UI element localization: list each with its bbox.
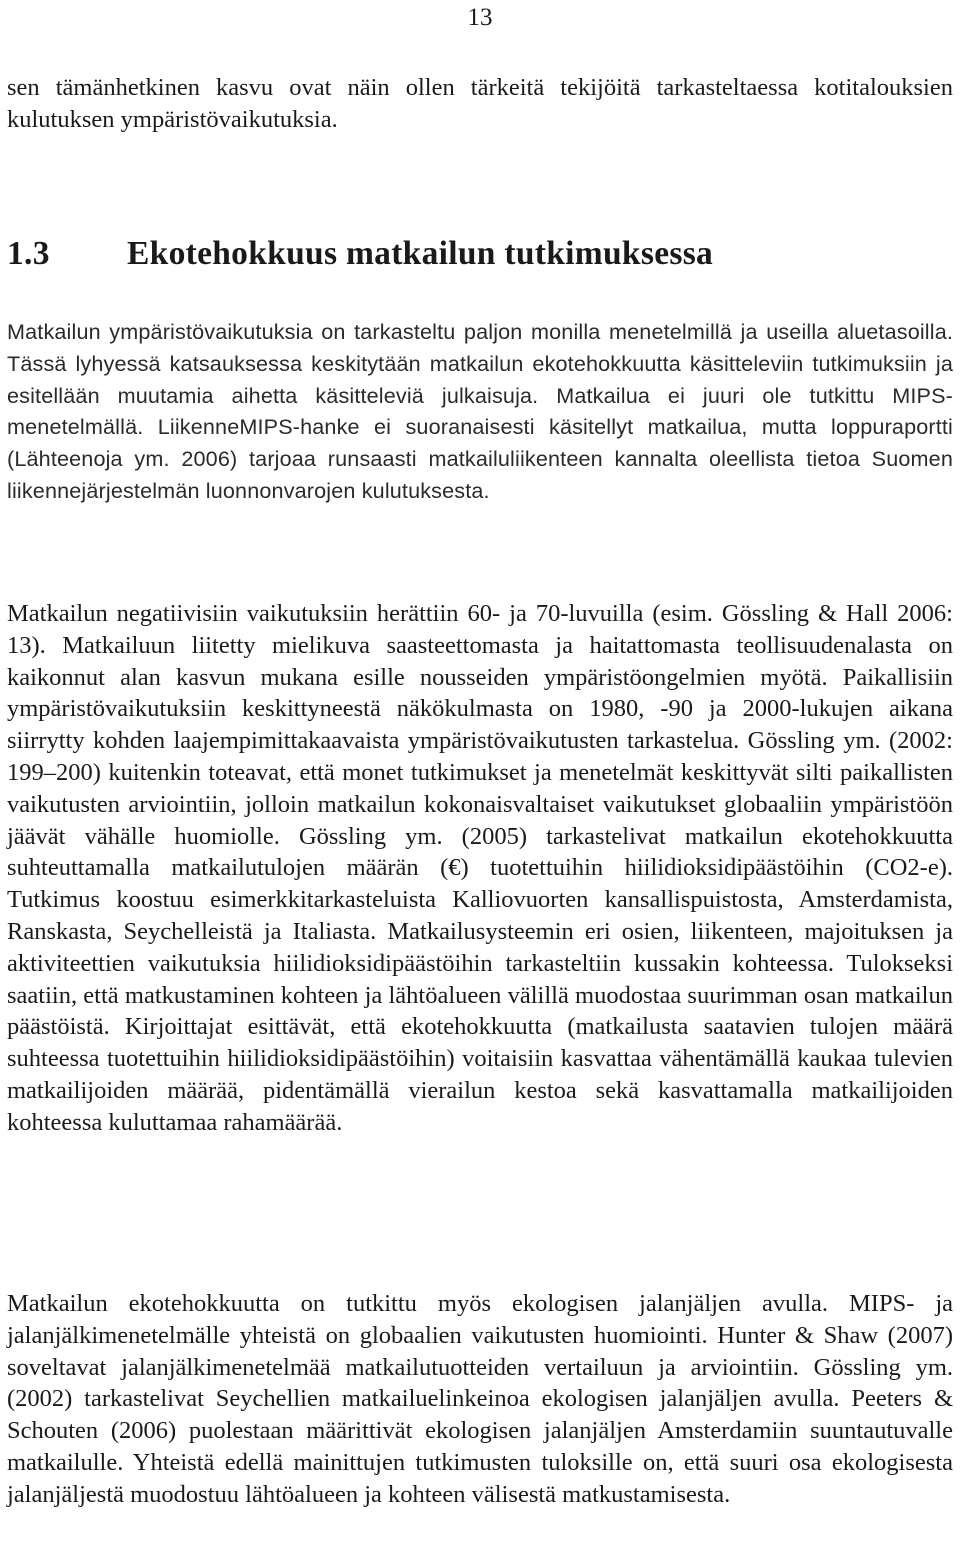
paragraph-negative-impacts: Matkailun negatiivisiin vaikutuksiin herättiin 60- ja 70-luvuilla (esim. Gössling & Hall 2006: 13). Matkailuun liitetty mielikuva saasteettomasta ja haitattomasta teollisuudenalasta on kaikonnut alan kasvun mukana esille nousseiden ympäristöongelmien myötä. Paikallisiin ympäristövaikutuksiin keskittyneestä näkökulmasta on 1980, -90 ja 2000-lukujen aikana siirrytty kohden laajempimittakaavaista ympäristövaikutusten tarkastelua. Gössling ym. (2002: 199–200) kuitenkin toteavat, että monet tutkimukset ja menetelmät keskittyvät silti paikallisten vaikutusten arviointiin, jolloin matkailun kokonaisvaltaiset vaikutukset globaaliin ympäristöön jäävät vähälle huomiolle. Gössling ym. (2005) tarkastelivat matkailun ekotehokkuutta suhteuttamalla matkailutulojen määrän (€) tuotettuihin hiilidioksidipäästöihin (CO2-e). Tutkimus koostuu esimerkkitarkasteluista Kalliovuorten kansallispuistosta, Amsterdamista, Ranskasta, Seychelleistä ja Italiasta. Matkailusysteemin eri osien, liikenteen, majoituksen ja aktiviteettien vaikutuksia hiilidioksidipäästöihin tarkasteltiin kussakin kohteessa. Tulokseksi saatiin, että matkustaminen kohteen ja lähtöalueen välillä muodostaa suurimman osan matkailun päästöistä. Kirjoittajat esittävät, että ekotehokkuutta (matkailusta saatavien tulojen määrä suhteessa tuotettuihin hiilidioksidipäästöihin) voitaisiin kasvattaa vähentämällä kaukaa tulevien matkailijoiden määrää, pidentämällä vierailun kestoa sekä kasvattamalla matkailijoiden kohteessa kuluttamaa rahamäärää. xyxy=(7,600,953,1136)
paragraph-ecological-footprint: Matkailun ekotehokkuutta on tutkittu myös ekologisen jalanjäljen avulla. MIPS- ja jalanjälkimenetelmälle yhteistä on globaalien vaikutusten huomiointi. Hunter & Shaw (2007) soveltavat jalanjälkimenetelmää matkailutuotteiden vertailuun ja arviointiin. Gössling ym. (2002) tarkastelivat Seychellien matkailuelinkeinoa ekologisen jalanjäljen avulla. Peeters & Schouten (2006) puolestaan määrittivät ekologisen jalanjäljen Amsterdamiin suuntautuvalle matkailulle. Yhteistä edellä mainittujen tutkimusten tuloksille on, että suuri osa ekologisesta jalanjäljestä muodostuu lähtöalueen ja kohteen välisestä matkustamisesta. xyxy=(7,1290,953,1508)
paragraph-mips-overview: Matkailun ympäristövaikutuksia on tarkasteltu paljon monilla menetelmillä ja useilla aluetasoilla. Tässä lyhyessä katsauksessa keskitytään matkailun ekotehokkuutta käsitteleviin tutkimuksiin ja esitellään muutamia aihetta käsitteleviä julkaisuja. Matkailua ei juuri ole tutkittu MIPS-menetelmällä. LiikenneMIPS-hanke ei suoranaisesti käsitellyt matkailua, mutta loppuraportti (Lähteenoja ym. 2006) tarjoaa runsaasti matkailuliikenteen kannalta oleellista tietoa Suomen liikennejärjestelmän luonnonvarojen kulutuksesta. xyxy=(7,319,953,503)
section-heading xyxy=(7,234,953,274)
section-number: 1.3 xyxy=(7,235,50,272)
page-number: 13 xyxy=(467,4,493,31)
section-title: Ekotehokkuus matkailun tutkimuksessa xyxy=(127,235,714,272)
intro-paragraph: sen tämänhetkinen kasvu ovat näin ollen tärkeitä tekijöitä tarkasteltaessa kotitalouksien kulutuksen ympäristövaikutuksia. xyxy=(7,74,953,133)
